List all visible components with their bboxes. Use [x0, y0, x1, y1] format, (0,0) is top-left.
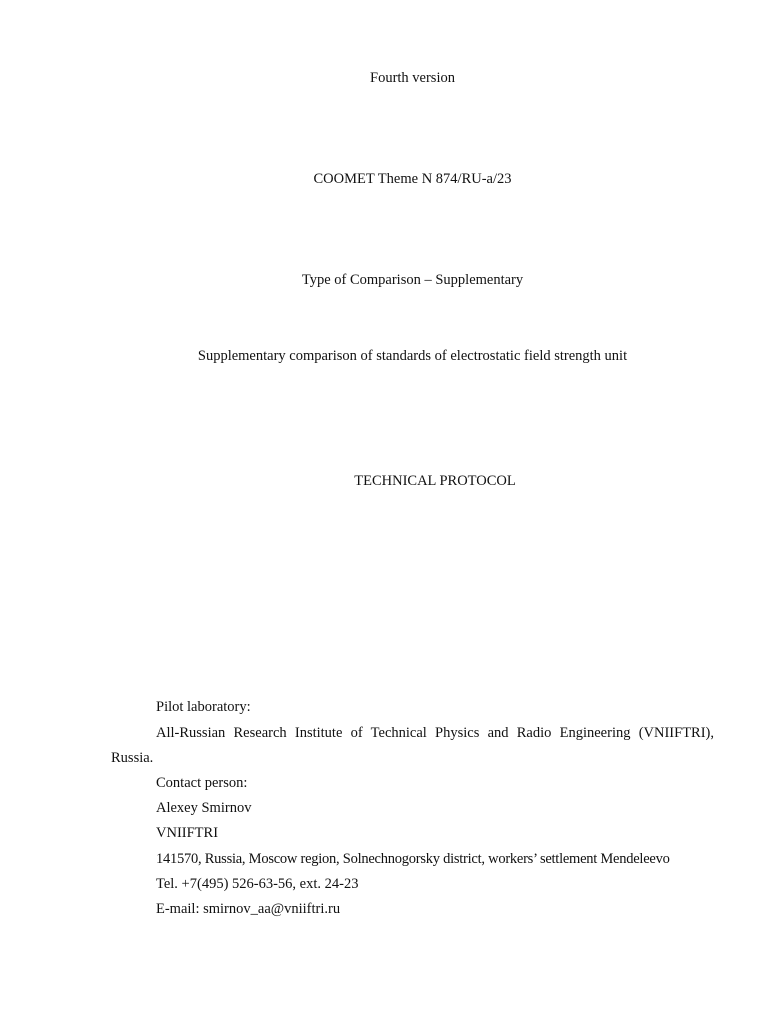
contact-person-label: Contact person: — [156, 775, 248, 791]
contact-name: Alexey Smirnov — [156, 800, 252, 816]
contact-address: 141570, Russia, Moscow region, Solnechnogorsky district, workers’ settlement Mendeleevo — [156, 851, 670, 867]
comparison-description: Supplementary comparison of standards of electrostatic field strength unit — [197, 348, 628, 364]
document-title: TECHNICAL PROTOCOL — [354, 473, 516, 489]
document-theme: COOMET Theme N 874/RU-a/23 — [313, 171, 512, 187]
pilot-laboratory-label: Pilot laboratory: — [156, 699, 251, 715]
contact-organization: VNIIFTRI — [156, 825, 219, 841]
contact-email: E-mail: smirnov_aa@vniiftri.ru — [156, 901, 341, 917]
pilot-institute-line-1: All-Russian Research Institute of Technical Physics and Radio Engineering (VNIIFTRI), — [156, 725, 714, 741]
comparison-type: Type of Comparison – Supplementary — [301, 272, 524, 288]
pilot-institute-line-2: Russia. — [111, 750, 154, 766]
document-version: Fourth version — [370, 70, 455, 86]
contact-telephone: Tel. +7(495) 526-63-56, ext. 24-23 — [156, 876, 359, 892]
